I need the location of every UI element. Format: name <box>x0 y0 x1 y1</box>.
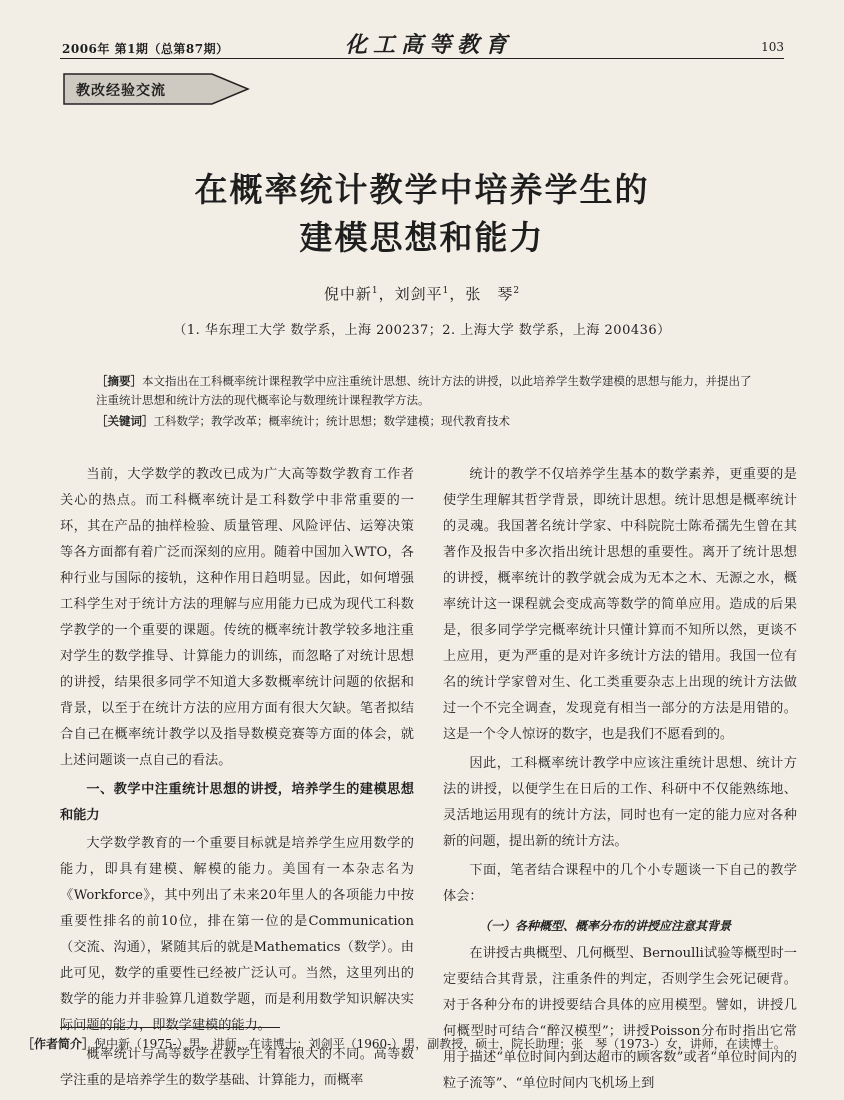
article-title-line-2: 建模思想和能力 <box>299 218 545 257</box>
author-name: 张 琴 <box>465 285 514 303</box>
body-column-left <box>60 462 414 1097</box>
paragraph: 统计的教学不仅培养学生基本的数学素养，更重要的是使学生理解其哲学背景，即统计思想。统计思想是概率统计的灵魂。我国著名统计学家、中科院院士陈希孺先生曾在其著作及报告中多次指出统计思想的重要性。离开了统计思想的讲授，概率统计的教学就会成为无本之木、无源之水，概率统计这一课程就会变成高等数学的简单应用。造成的后果是，很多同学学完概率统计只懂计算而不知所以然，更谈不上应用，更为严重的是对许多统计方法的错用。我国一位有名的统计学家曾对生、化工类重要杂志上出现的统计方法做过一个不完全调查，发现竟有相当一部分的方法是用错的。这是一个令人惊讶的数字，也是我们不愿看到的。 <box>443 467 797 742</box>
affiliations: （1. 华东理工大学 数学系，上海 200237；2. 上海大学 数学系，上海 200436） <box>173 323 671 338</box>
section-banner <box>62 72 252 110</box>
issue-info: 2006年 第1期（总第87期） <box>62 42 229 56</box>
section-label: 教改经验交流 <box>76 83 166 99</box>
footnote-rule <box>60 1027 280 1028</box>
author-list: 倪中新$^1$，刘剑平$^1$，张 琴$^2$ <box>323 285 521 303</box>
keywords <box>96 412 760 431</box>
header-rule <box>60 58 784 59</box>
author-bio-footnote <box>22 1034 822 1055</box>
author-affiliation-mark: 2 <box>513 286 521 296</box>
body-column-right <box>443 462 797 1100</box>
footnote-label: ［作者简介］ <box>22 1037 95 1051</box>
journal-name: 化工高等教育 <box>345 32 514 58</box>
paragraph: 概率统计与高等数学在教学上有着很大的不同。高等数学注重的是培养学生的数学基础、计算能力，而概率 <box>60 1047 414 1088</box>
abstract-text: 本文指出在工科概率统计课程教学中应注重统计思想、统计方法的讲授，以此培养学生数学建模的思想与能力，并提出了注重统计思想和统计方法的现代概率论与数理统计课程教学方法。 <box>96 374 752 407</box>
paragraph: 当前，大学数学的教改已成为广大高等数学教育工作者关心的热点。而工科概率统计是工科数学中非常重要的一环，其在产品的抽样检验、质量管理、风险评估、运筹决策等各方面都有着广泛而深刻的应用。随着中国加入WTO，各种行业与国际的接轨，这种作用日趋明显。因此，如何增强工科学生对于统计方法的理解与应用能力已成为现代工科数学教学的一个重要的课题。传统的概率统计教学较多地注重对学生的数学推导、计算能力的训练，而忽略了对统计思想的讲授，结果很多同学不知道大多数概率统计问题的依据和背景，以至于在统计方法的应用方面有很大欠缺。笔者拟结合自己在概率统计教学以及指导数模竞赛等方面的体会，就上述问题谈一点自己的看法。 <box>60 467 414 768</box>
footnote-text: 倪中新（1975-）男，讲师，在读博士；刘剑平（1960-）男，副教授，硕士，院长助理；张 琴（1973-）女，讲师，在读博士。 <box>94 1037 786 1051</box>
abstract-label: ［摘要］ <box>96 374 142 388</box>
paragraph: 大学数学教育的一个重要目标就是培养学生应用数学的能力，即具有建模、解模的能力。美国有一本杂志名为《Workforce》，其中列出了未来20年里人的各项能力中按重要性排名的前10位，排在第一位的是Communication（交流、沟通），紧随其后的就是Mathematics（数学）。由此可见，数学的重要性已经被广泛认可。当然，这里列出的数学的能力并非验算几道数学题，而是利用数学知识解决实际问题的能力，即数学建模的能力。 <box>60 836 414 1033</box>
author-affiliation-mark: 1 <box>371 286 379 296</box>
keywords-text: 工科数学；教学改革；概率统计；统计思想；数学建模；现代教育技术 <box>153 414 510 428</box>
section-heading: 一、教学中注重统计思想的讲授，培养学生的建模思想和能力 <box>60 782 414 823</box>
paragraph: 因此，工科概率统计教学中应该注重统计思想、统计方法的讲授，以便学生在日后的工作、科研中不仅能熟练地、灵活地运用现有的统计方法，同时也有一定的能力应对各种新的问题，提出新的统计方法。 <box>443 756 797 849</box>
subsection-heading: （一）各种概型、概率分布的讲授应注意其背景 <box>479 919 732 933</box>
author-name: 刘剑平 <box>394 285 443 303</box>
author-affiliation-mark: 1 <box>442 286 450 296</box>
article-title-line-1: 在概率统计教学中培养学生的 <box>194 170 650 209</box>
keywords-label: ［关键词］ <box>96 414 154 428</box>
author-name: 倪中新 <box>323 285 372 303</box>
abstract <box>96 372 760 410</box>
page-number: 103 <box>761 40 784 54</box>
paragraph: 下面，笔者结合课程中的几个小专题谈一下自己的教学体会： <box>443 863 797 904</box>
paragraph: 在讲授古典概型、几何概型、Bernoulli试验等概型时一定要结合其背景，注重条件的判定，否则学生会死记硬背。对于各种分布的讲授要结合具体的应用模型。譬如，讲授几何概型时可结合“醉汉模型”；讲授Poisson分布时指出它常用于描述“单位时间内到达超市的顾客数”或者“单位时间内的粒子流等”、“单位时间内飞机场上到 <box>443 946 797 1091</box>
